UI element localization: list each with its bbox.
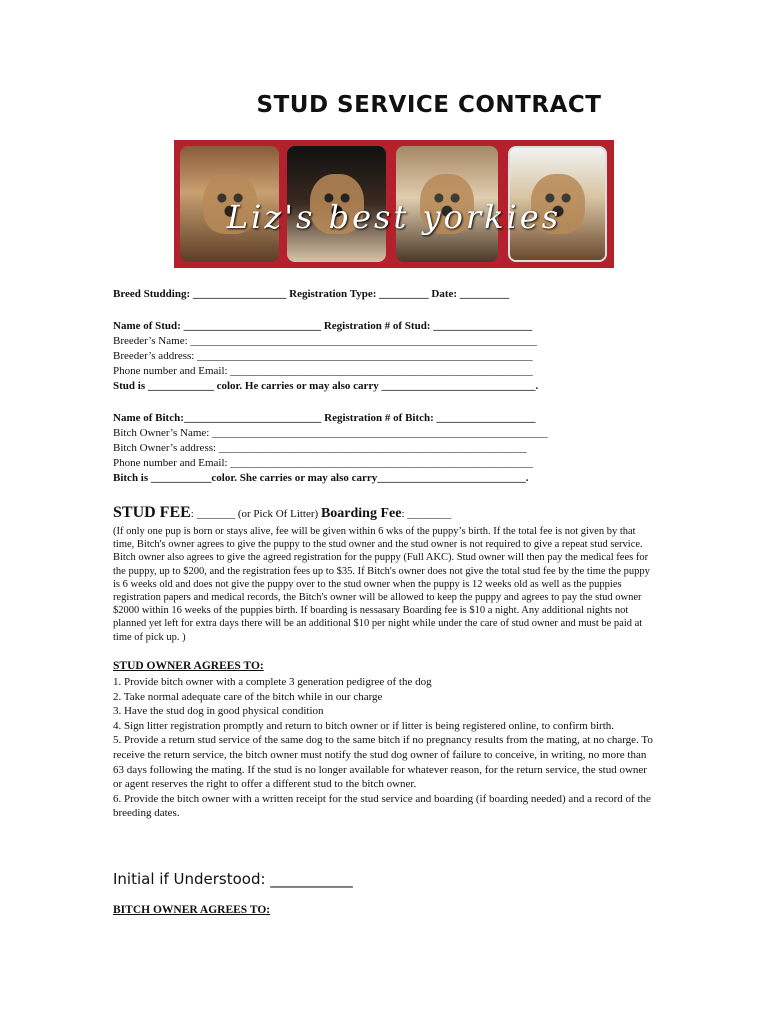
stud-color-line: Stud is ____________ color. He carries or may also carry ____________________________. [113, 380, 539, 392]
banner-text: Liz's best yorkies [226, 198, 562, 236]
bitch-owner-address-line: Bitch Owner’s address: ________________________________________________________ [113, 442, 527, 454]
list-item: 1. Provide bitch owner with a complete 3 generation pedigree of the dog [113, 676, 432, 688]
breeder-address-line: Breeder’s address: _____________________________________________________________ [113, 350, 533, 362]
list-item: 6. Provide the bitch owner with a written receipt for the stud service and boarding (if boarding needed) and a record of the breeding dates. [113, 792, 651, 820]
boarding-fee-label: Boarding Fee [320, 506, 402, 521]
list-item: 4. Sign litter registration promptly and return to bitch owner or if litter is being registered online, to confirm birth. [113, 719, 614, 732]
stud-owner-list [113, 675, 655, 821]
list-item: 5. Provide a return stud service of the same dog to the same bitch if no pregnancy results from the mating, at no charge. To receive the return service, the bitch owner must notify the stud dog owner of failure to conceive, in writing, no more than 63 days following the mating. If the stud is no longer available for whatever reason, for the return service, the stud owner or agent reserves the right to offer a different stud to the bitch owner. [113, 734, 653, 791]
bitch-phone-line: Phone number and Email: _______________________________________________________ [113, 457, 533, 469]
stud-name-line: Name of Stud: _________________________ Registration # of Stud: __________________ [113, 320, 533, 332]
page-title: STUD SERVICE CONTRACT [256, 92, 602, 118]
boarding-fee-blank: : ________ [401, 508, 452, 520]
fee-terms: (If only one pup is born or stays alive, fee will be given within 6 wks of the puppy’s birth. If the total fee is not given by that time, Bitch's owner agrees to give the puppy to the stud owner and the stud owner is not required to give a repeat stud service. Bitch owner also agrees to give the agreed registration for the puppy (Full AKC). Stud owner will then pay the medical fees for the puppy, up to $200, and the registration fees up to $35. If Bitch's owner does not give the total stud fee by the time the puppy is 6 weeks old and does not give the puppy over to the stud owner when the puppy is 12 weeks old as well as the puppies registration papers and medical records, the Bitch's owner will be allowed to keep the puppy and agrees to pay the stud owner $2000 within 16 weeks of the puppies birth. If boarding is nessasary Boarding fee is $10 a night. Any additional nights not planned yet left for extra days there will be an additional $10 per night while under the care of stud owner and must be paid at time of pick up. ) [113, 526, 650, 643]
bitch-owner-name-line: Bitch Owner’s Name: _____________________________________________________________ [113, 427, 548, 439]
bitch-owner-heading: BITCH OWNER AGREES TO: [113, 904, 271, 916]
list-item: 3. Have the stud dog in good physical condition [113, 705, 324, 718]
breed-line: Breed Studding: _________________ Registration Type: _________ Date: _________ [113, 288, 510, 300]
bitch-name-line: Name of Bitch:_________________________ Registration # of Bitch: __________________ [113, 412, 536, 424]
fee-line [113, 504, 451, 522]
stud-fee-label: STUD FEE [113, 504, 191, 521]
list-item: 2. Take normal adequate care of the bitch while in our charge [113, 690, 383, 703]
initial-line: Initial if Understood: ___________ [113, 870, 353, 888]
stud-fee-blank: : _______ [190, 508, 238, 520]
stud-phone-line: Phone number and Email: _______________________________________________________ [113, 365, 533, 377]
breeder-name-line: Breeder’s Name: _______________________________________________________________ [113, 335, 537, 347]
pick-of-litter: (or Pick Of Litter) [237, 508, 319, 520]
stud-owner-heading: STUD OWNER AGREES TO: [113, 660, 264, 672]
bitch-color-line: Bitch is ___________color. She carries or may also carry___________________________. [113, 472, 529, 484]
banner-image [174, 140, 614, 268]
